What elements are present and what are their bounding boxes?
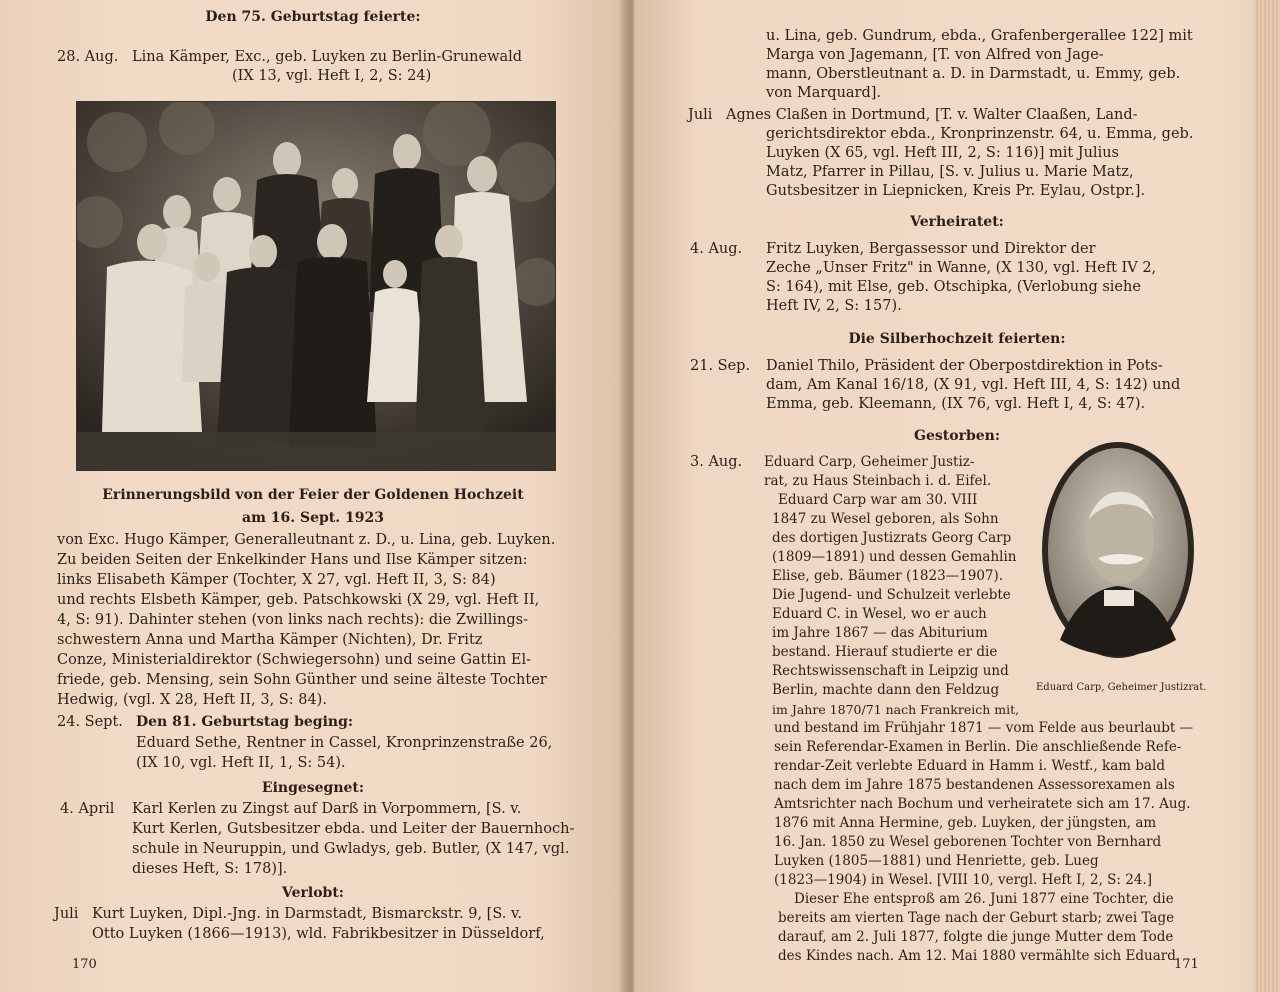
entry-text: Emma, geb. Kleemann, (IX 76, vgl. Heft I, 4, S: 47). bbox=[766, 396, 1146, 412]
left-page bbox=[0, 0, 626, 992]
entry-text: dieses Heft, S: 178)]. bbox=[132, 861, 288, 877]
group-photo bbox=[76, 101, 556, 471]
entry-text: dam, Am Kanal 16/18, (X 91, vgl. Heft III, 4, S: 142) und bbox=[766, 377, 1181, 393]
entry-date: Juli bbox=[54, 906, 79, 922]
obituary-line: bereits am vierten Tage nach der Geburt starb; zwei Tage bbox=[778, 910, 1175, 926]
entry-text: Karl Kerlen zu Zingst auf Darß in Vorpommern, [S. v. bbox=[132, 801, 522, 817]
paragraph-line: Zu beiden Seiten der Enkelkinder Hans und Ilse Kämper sitzen: bbox=[57, 552, 528, 568]
obituary-line: Elise, geb. Bäumer (1823—1907). bbox=[772, 568, 1004, 584]
entry-text: (IX 10, vgl. Heft II, 1, S: 54). bbox=[136, 755, 346, 771]
paragraph-line: von Exc. Hugo Kämper, Generalleutnant z. D., u. Lina, geb. Luyken. bbox=[57, 532, 556, 548]
obituary-line: des Kindes nach. Am 12. Mai 1880 vermählte sich Eduard bbox=[778, 948, 1176, 964]
entry-date: 4. Aug. bbox=[690, 241, 743, 257]
paragraph-line: und rechts Elsbeth Kämper, geb. Patschkowski (X 29, vgl. Heft II, bbox=[57, 592, 540, 608]
entry-date: Juli bbox=[688, 107, 713, 123]
obituary-line: bestand. Hierauf studierte er die bbox=[772, 644, 998, 660]
obituary-line: Amtsrichter nach Bochum und verheiratete sich am 17. Aug. bbox=[774, 796, 1191, 812]
entry-text: Luyken (X 65, vgl. Heft III, 2, S: 116)] mit Julius bbox=[766, 145, 1119, 161]
paragraph-line: schwestern Anna und Martha Kämper (Nichten), Dr. Fritz bbox=[57, 632, 483, 648]
entry-text: Gutsbesitzer in Liepnicken, Kreis Pr. Eylau, Ostpr.]. bbox=[766, 183, 1146, 199]
entry-date: 21. Sep. bbox=[690, 358, 751, 374]
obituary-line: 1847 zu Wesel geboren, als Sohn bbox=[772, 511, 999, 527]
portrait-caption: Eduard Carp, Geheimer Justizrat. bbox=[1036, 682, 1207, 693]
heading-engaged: Verlobt: bbox=[282, 885, 344, 901]
obituary-line: nach dem im Jahre 1875 bestandenen Assessorexamen als bbox=[774, 777, 1175, 793]
obituary-line: (1809—1891) und dessen Gemahlin bbox=[772, 549, 1017, 565]
heading-married: Verheiratet: bbox=[910, 214, 1004, 230]
heading-silver-wedding: Die Silberhochzeit feierten: bbox=[848, 331, 1066, 347]
heading-deceased: Gestorben: bbox=[914, 428, 1000, 444]
heading-81st-birthday: Den 81. Geburtstag beging: bbox=[136, 714, 354, 730]
group-photo-drawing bbox=[77, 102, 555, 470]
obituary-line: Luyken (1805—1881) und Henriette, geb. Lueg bbox=[774, 853, 1099, 869]
entry-text: Otto Luyken (1866—1913), wld. Fabrikbesitzer in Düsseldorf, bbox=[92, 926, 545, 942]
entry-text: Daniel Thilo, Präsident der Oberpostdirektion in Pots- bbox=[766, 358, 1163, 374]
page-edge bbox=[1254, 0, 1280, 992]
entry-text: Heft IV, 2, S: 157). bbox=[766, 298, 902, 314]
entry-text: schule in Neuruppin, und Gwladys, geb. Butler, (X 147, vgl. bbox=[132, 841, 570, 857]
entry-text: Agnes Claßen in Dortmund, [T. v. Walter Claaßen, Land- bbox=[726, 107, 1138, 123]
entry-date: 4. April bbox=[60, 801, 115, 817]
entry-text: Kurt Luyken, Dipl.-Jng. in Darmstadt, Bismarckstr. 9, [S. v. bbox=[92, 906, 523, 922]
entry-date: 28. Aug. bbox=[57, 49, 119, 65]
entry-text: Zeche „Unser Fritz" in Wanne, (X 130, vgl. Heft IV 2, bbox=[766, 260, 1157, 276]
obituary-line: Eduard Carp, Geheimer Justiz- bbox=[764, 454, 975, 470]
paragraph-line: links Elisabeth Kämper (Tochter, X 27, vgl. Heft II, 3, S: 84) bbox=[57, 572, 496, 588]
paragraph-line: 4, S: 91). Dahinter stehen (von links nach rechts): die Zwillings- bbox=[57, 612, 528, 628]
obituary-line: rendar-Zeit verlebte Eduard in Hamm i. Westf., kam bald bbox=[774, 758, 1165, 774]
obituary-line: (1823—1904) in Wesel. [VIII 10, vergl. Heft I, 2, S: 24.] bbox=[774, 872, 1152, 888]
entry-date: 24. Sept. bbox=[57, 714, 123, 730]
entry-text: von Marquard]. bbox=[766, 85, 882, 101]
entry-text: (IX 13, vgl. Heft I, 2, S: 24) bbox=[232, 68, 432, 84]
paragraph-line: Hedwig, (vgl. X 28, Heft II, 3, S: 84). bbox=[57, 692, 327, 708]
entry-text: gerichtsdirektor ebda., Kronprinzenstr. 64, u. Emma, geb. bbox=[766, 126, 1194, 142]
page-number: 170 bbox=[72, 957, 97, 972]
heading-confirmed: Eingesegnet: bbox=[261, 780, 365, 796]
obituary-line: Rechtswissenschaft in Leipzig und bbox=[772, 663, 1009, 679]
entry-date: 3. Aug. bbox=[690, 454, 743, 470]
entry-text: Fritz Luyken, Bergassessor und Direktor der bbox=[766, 241, 1096, 257]
obituary-line: im Jahre 1870/71 nach Frankreich mit, bbox=[772, 702, 1020, 717]
entry-text: Eduard Sethe, Rentner in Cassel, Kronprinzenstraße 26, bbox=[136, 735, 553, 751]
portrait-drawing bbox=[1040, 440, 1196, 676]
page-number: 171 bbox=[1174, 957, 1199, 972]
obituary-line: 16. Jan. 1850 zu Wesel geborenen Tochter von Bernhard bbox=[774, 834, 1162, 850]
heading-75th-birthday: Den 75. Geburtstag feierte: bbox=[205, 9, 421, 25]
obituary-line: Die Jugend- und Schulzeit verlebte bbox=[772, 587, 1011, 603]
paragraph-line: Conze, Ministerialdirektor (Schwiegersohn) und seine Gattin El- bbox=[57, 652, 532, 668]
obituary-line: im Jahre 1867 — das Abiturium bbox=[772, 625, 988, 641]
obituary-line: des dortigen Justizrats Georg Carp bbox=[772, 530, 1012, 546]
entry-text: u. Lina, geb. Gundrum, ebda., Grafenbergerallee 122] mit bbox=[766, 28, 1193, 44]
entry-text: Matz, Pfarrer in Pillau, [S. v. Julius u. Marie Matz, bbox=[766, 164, 1134, 180]
portrait-photo bbox=[1036, 440, 1207, 693]
paragraph-line: friede, geb. Mensing, sein Sohn Günther und seine älteste Tochter bbox=[57, 672, 547, 688]
entry-text: S: 164), mit Else, geb. Otschipka, (Verlobung siehe bbox=[766, 279, 1141, 295]
obituary-line: 1876 mit Anna Hermine, geb. Luyken, der jüngsten, am bbox=[774, 815, 1157, 831]
entry-text: mann, Oberstleutnant a. D. in Darmstadt, u. Emmy, geb. bbox=[766, 66, 1181, 82]
photo-caption-line1: Erinnerungsbild von der Feier der Goldenen Hochzeit bbox=[102, 487, 524, 503]
obituary-line: Eduard C. in Wesel, wo er auch bbox=[772, 606, 987, 622]
obituary-line: darauf, am 2. Juli 1877, folgte die junge Mutter dem Tode bbox=[778, 929, 1174, 945]
entry-text: Kurt Kerlen, Gutsbesitzer ebda. und Leiter der Bauernhoch- bbox=[132, 821, 575, 837]
photo-caption-line2: am 16. Sept. 1923 bbox=[242, 510, 384, 526]
obituary-line: Eduard Carp war am 30. VIII bbox=[778, 492, 978, 508]
obituary-line: Berlin, machte dann den Feldzug bbox=[772, 682, 1000, 698]
obituary-line: und bestand im Frühjahr 1871 — vom Felde aus beurlaubt — bbox=[774, 720, 1194, 736]
obituary-line: sein Referendar-Examen in Berlin. Die anschließende Refe- bbox=[774, 739, 1182, 755]
obituary-line: rat, zu Haus Steinbach i. d. Eifel. bbox=[764, 473, 992, 489]
entry-text: Marga von Jagemann, [T. von Alfred von Jage- bbox=[766, 47, 1104, 63]
obituary-line: Dieser Ehe entsproß am 26. Juni 1877 eine Tochter, die bbox=[794, 891, 1174, 907]
entry-text: Lina Kämper, Exc., geb. Luyken zu Berlin-Grunewald bbox=[132, 49, 523, 65]
